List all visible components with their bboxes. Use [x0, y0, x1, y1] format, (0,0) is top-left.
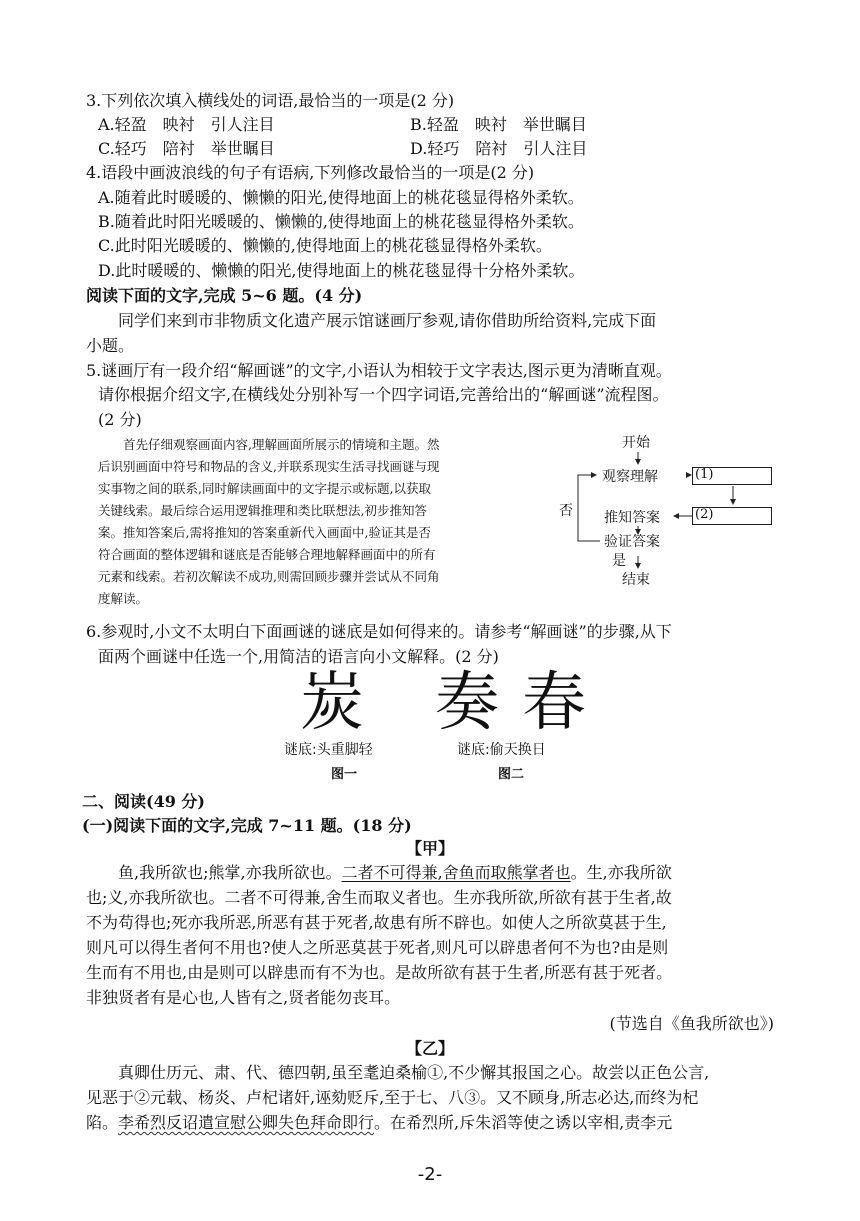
q3-option-d: D.轻巧 陪衬 引人注目: [410, 139, 588, 158]
passage-yi-label: 【乙】: [405, 1039, 454, 1058]
q3-option-c: C.轻巧 陪衬 举世瞩目: [98, 139, 275, 158]
q6-line2: 面两个画谜中任选一个,用简洁的语言向小文解释。(2 分): [98, 647, 499, 666]
reading-5-6-intro-line2: 小题。: [86, 336, 135, 355]
flow-observe: 观察理解: [602, 469, 658, 485]
passage-jia-source: (节选自《鱼我所欲也》): [609, 1014, 774, 1033]
q5-passage-line: 关键线索。最后综合运用逻辑推理和类比联想法,初步推知答: [98, 503, 427, 518]
passage-jia-line5: 生而有不用也,由是则可以辟患而有不为也。是故所欲有甚于生者,所恶有甚于死者。: [86, 963, 673, 982]
flow-infer: 推知答案: [604, 510, 660, 526]
passage-yi-line3: [86, 1111, 672, 1135]
q4-option-d: D.此时暖暖的、懒懒的阳光,使得地面上的桃花毯显得十分格外柔软。: [98, 261, 585, 280]
q5-passage-line: 符合画面的整体逻辑和谜底是否能够合理地解释画面中的所有: [98, 547, 436, 562]
reading-5-6-intro-line1: 同学们来到市非物质文化遗产展示馆谜画厅参观,请你借助所给资料,完成下面: [118, 311, 657, 330]
jia-line1-part3: 。生,亦我所欲: [570, 863, 672, 882]
section-2-subsection-1-title: (一)阅读下面的文字,完成 7~11 题。(18 分): [82, 816, 412, 835]
flow-blank-1-label: (1): [695, 467, 714, 482]
q5-passage-line: 实事物之间的联系,同时解读画面中的文字提示或标题,以获取: [98, 481, 431, 496]
flow-no: 否: [559, 503, 573, 519]
passage-jia-label: 【甲】: [405, 839, 454, 858]
jia-line1-part1: 鱼,我所欲也;熊掌,亦我所欲也。: [118, 863, 342, 882]
yi-line3-wavy-sentence: 李希烈反诏遣宣慰公卿失色拜命即行: [118, 1113, 375, 1132]
flow-verify: 验证答案: [604, 534, 660, 550]
q4-option-c: C.此时阳光暖暖的、懒懒的,使得地面上的桃花毯显得格外柔软。: [98, 236, 552, 255]
section-2-title: 二、阅读(49 分): [82, 792, 205, 811]
q5-line2: 请你根据介绍文字,在横线处分别补写一个四字词语,完善给出的“解画谜”流程图。: [98, 385, 669, 404]
jia-line1-underlined: 二者不可得兼,舍鱼而取熊掌者也: [341, 863, 571, 882]
page-number: -2-: [417, 1164, 443, 1185]
riddle-2-character-2: 春: [522, 666, 586, 740]
passage-jia-line2: 也;义,亦我所欲也。二者不可得兼,舍生而取义者也。生亦我所欲,所欲有甚于生者,故: [86, 888, 672, 907]
passage-yi-line1: 真卿仕历元、肃、代、德四朝,虽至耄迫桑榆①,不少懈其报国之心。故尝以正色公言,: [118, 1063, 710, 1082]
passage-jia-line4: 则凡可以得生者何不用也?使人之所恶莫甚于死者,则凡可以辟患者何不为也?由是则: [86, 938, 669, 957]
q5-line3: (2 分): [98, 410, 142, 429]
flow-start: 开始: [622, 435, 650, 451]
riddle-2-character-1: 奏: [435, 666, 499, 740]
yi-line3-part3: 。在希烈所,斥朱滔等使之诱以宰相,责李元: [374, 1113, 673, 1132]
q5-passage-line: 元素和线索。若初次解读不成功,则需回顾步骤并尝试从不同角: [98, 569, 440, 584]
q3-option-b: B.轻盈 映衬 举世瞩目: [410, 115, 587, 134]
figure-1-caption: 图一: [331, 767, 358, 782]
q3-option-a: A.轻盈 映衬 引人注目: [98, 115, 275, 134]
q5-passage-line: 案。推知答案后,需将推知的答案重新代入画面中,验证其是否: [98, 525, 431, 540]
riddle-1-answer: 谜底:头重脚轻: [284, 742, 373, 758]
flow-end: 结束: [622, 572, 650, 588]
q5-passage-line: 首先仔细观察画面内容,理解画面所展示的情境和主题。然: [123, 437, 440, 452]
passage-yi-line2: 见恶于②元载、杨炎、卢杞诸奸,诬劾贬斥,至于七、八③。又不顾身,所志必达,而终为杞: [86, 1088, 699, 1107]
q6-line1: 6.参观时,小文不太明白下面画谜的谜底是如何得来的。请参考“解画谜”的步骤,从下: [86, 622, 672, 641]
q5-line1: 5.谜画厅有一段介绍“解画谜”的文字,小语认为相较于文字表达,图示更为清晰直观。: [86, 361, 672, 380]
passage-jia-line6: 非独贤者有是心也,人皆有之,贤者能勿丧耳。: [86, 988, 401, 1007]
flow-blank-2[interactable]: [692, 507, 772, 525]
yi-line3-part1: 陷。: [86, 1113, 119, 1132]
q4-stem: 4.语段中画波浪线的句子有语病,下列修改最恰当的一项是(2 分): [86, 163, 535, 182]
flow-blank-1[interactable]: [692, 467, 772, 485]
flow-yes: 是: [612, 553, 626, 569]
riddle-2-answer: 谜底:偷天换日: [457, 742, 546, 758]
riddle-1-character: 炭: [300, 666, 364, 740]
flow-blank-2-label: (2): [695, 507, 714, 522]
q5-passage-line: 后识别画面中符号和物品的含义,并联系现实生活寻找画谜与现: [98, 459, 440, 474]
q4-option-a: A.随着此时暖暖的、懒懒的阳光,使得地面上的桃花毯显得格外柔软。: [98, 188, 584, 207]
reading-5-6-title: 阅读下面的文字,完成 5~6 题。(4 分): [86, 286, 363, 305]
q4-option-b: B.随着此时阳光暖暖的、懒懒的,使得地面上的桃花毯显得格外柔软。: [98, 212, 584, 231]
q3-stem: 3.下列依次填入横线处的词语,最恰当的一项是(2 分): [86, 91, 455, 110]
passage-jia-line1: [118, 861, 672, 885]
q5-passage-line: 度解读。: [98, 591, 149, 606]
passage-jia-line3: 不为苟得也;死亦我所恶,所恶有甚于死者,故患有所不辟也。如使人之所欲莫甚于生,: [86, 913, 667, 932]
figure-2-caption: 图二: [498, 767, 525, 782]
